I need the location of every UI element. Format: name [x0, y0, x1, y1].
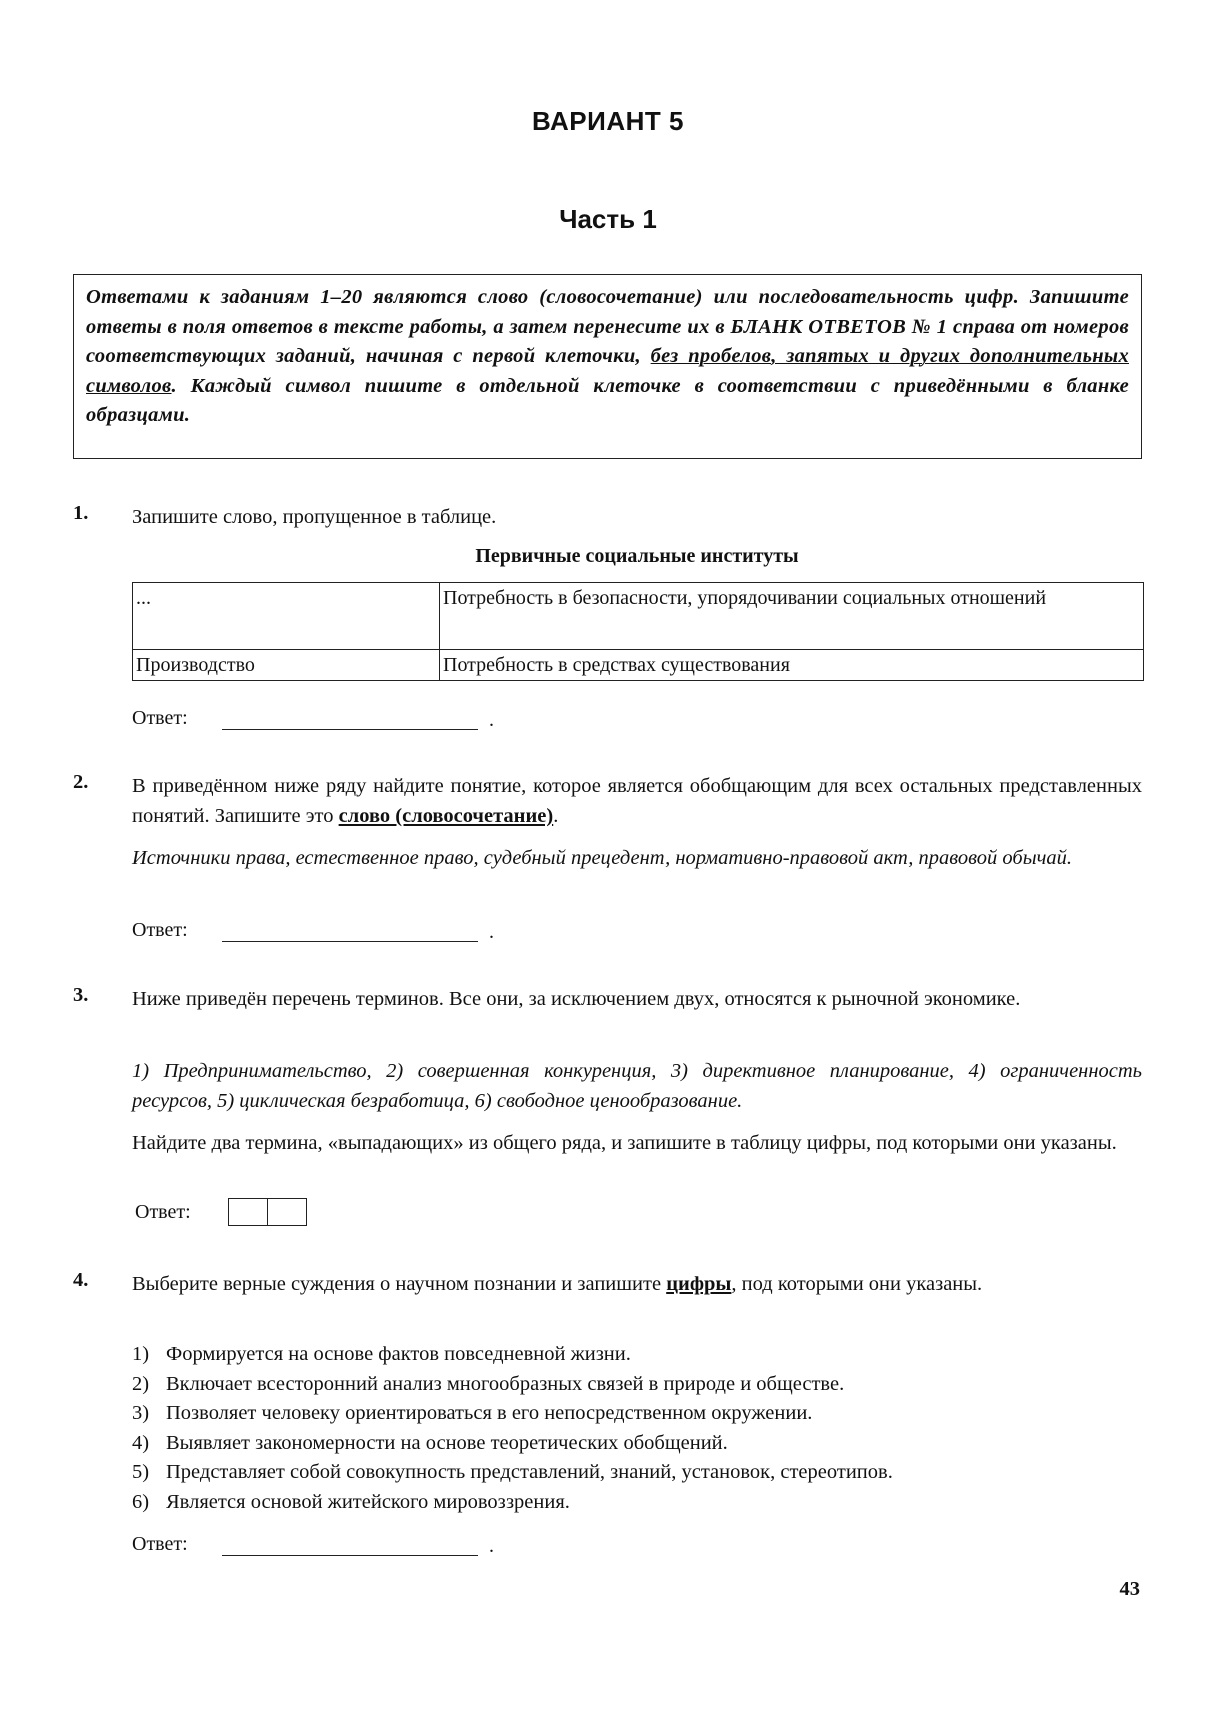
instructions-box [73, 274, 1142, 459]
answer-label-4: Ответ: [132, 1533, 188, 1555]
option-text: Выявляет закономерности на основе теоретических обобщений. [166, 1431, 728, 1454]
question-3-text: Ниже приведён перечень терминов. Все они, за исключением двух, относятся к рыночной экономике. [132, 988, 1021, 1010]
instructions-text-end: . Каждый символ пишите в отдельной клеточке в соответствии с приведёнными в бланке образцами. [86, 374, 1129, 426]
list-item [132, 1488, 893, 1518]
instructions-text: Ответами к заданиям 1–20 являются слово (словосочетание) или последовательность цифр. Запишите ответы в поля ответов в тексте работы, а затем перенесите их в БЛАНК ОТВЕТОВ № 1 справа от номеров соответствующих заданий, начиная с первой клеточки, [86, 286, 1129, 367]
answer-cell[interactable] [228, 1198, 268, 1226]
answer-cells-3 [228, 1198, 307, 1226]
question-4-emphasis: цифры [666, 1273, 732, 1295]
list-item [132, 1458, 893, 1488]
option-text: Представляет собой совокупность представлений, знаний, установок, стереотипов. [166, 1461, 893, 1483]
institutions-table [132, 582, 1144, 681]
answer-cell[interactable] [267, 1198, 307, 1226]
table-cell-need: Потребность в безопасности, упорядочивании социальных отношений [440, 583, 1144, 650]
question-3-task: Найдите два термина, «выпадающих» из общего ряда, и запишите в таблицу цифры, под которыми они указаны. [132, 1132, 1117, 1154]
option-number: 4) [132, 1431, 150, 1454]
option-number: 3) [132, 1402, 150, 1424]
variant-title: ВАРИАНТ 5 [532, 106, 684, 136]
option-number: 6) [132, 1490, 150, 1513]
table-cell-need: Потребность в средствах существования [440, 650, 1144, 681]
answer-label-2: Ответ: [132, 919, 188, 941]
option-number: 1) [132, 1343, 150, 1365]
instructions-underlined: без пробелов, запятых и других дополнительных символов [86, 345, 1129, 397]
table-cell-institution: ... [133, 583, 440, 650]
answer-field-2[interactable] [222, 940, 478, 942]
option-text: Формируется на основе фактов повседневной жизни. [166, 1343, 631, 1365]
question-3-terms: 1) Предпринимательство, 2) совершенная конкуренция, 3) директивное планирование, 4) ограниченность ресурсов, 5) циклическая безработица, 6) свободное ценообразование. [132, 1060, 1142, 1112]
list-item [132, 1429, 893, 1459]
list-item [132, 1340, 893, 1370]
question-2-text-start: В приведённом ниже ряду найдите понятие, которое является обобщающим для всех остальных представленных понятий. Запишите это [132, 775, 1142, 827]
question-1-number: 1. [73, 502, 89, 524]
question-3-number: 3. [73, 984, 89, 1006]
question-1-text: Запишите слово, пропущенное в таблице. [132, 506, 497, 528]
list-item [132, 1370, 893, 1400]
answer-dot-2: . [489, 921, 494, 943]
question-4-options [132, 1340, 893, 1517]
table-row [133, 583, 1144, 650]
option-text: Позволяет человеку ориентироваться в его непосредственном окружении. [166, 1402, 813, 1424]
question-2-number: 2. [73, 771, 89, 793]
question-4-text [132, 1269, 1142, 1299]
part-title: Часть 1 [559, 204, 657, 234]
table-row [133, 650, 1144, 681]
answer-label-1: Ответ: [132, 707, 188, 729]
question-2-emphasis: слово (словосочетание) [338, 805, 554, 827]
question-4-text-start: Выберите верные суждения о научном познании и запишите [132, 1273, 667, 1295]
answer-field-4[interactable] [222, 1554, 478, 1556]
option-text: Является основой житейского мировоззрения. [166, 1490, 570, 1513]
question-2-text [132, 771, 1142, 831]
option-number: 2) [132, 1372, 150, 1395]
answer-label-3: Ответ: [135, 1201, 191, 1223]
list-item [132, 1399, 893, 1429]
answer-dot-1: . [489, 709, 494, 731]
question-4-text-end: , под которыми они указаны. [731, 1273, 983, 1295]
question-2-text-end: . [553, 805, 559, 827]
answer-field-1[interactable] [222, 728, 478, 730]
table-cell-institution: Производство [133, 650, 440, 681]
option-text: Включает всесторонний анализ многообразных связей в природе и обществе. [166, 1372, 845, 1395]
question-2-series: Источники права, естественное право, судебный прецедент, нормативно-правовой акт, правовой обычай. [132, 847, 1072, 869]
page-number: 43 [1119, 1578, 1140, 1600]
question-4-number: 4. [73, 1269, 89, 1291]
answer-dot-4: . [489, 1535, 494, 1557]
table-title: Первичные социальные институты [475, 545, 799, 567]
option-number: 5) [132, 1461, 150, 1483]
